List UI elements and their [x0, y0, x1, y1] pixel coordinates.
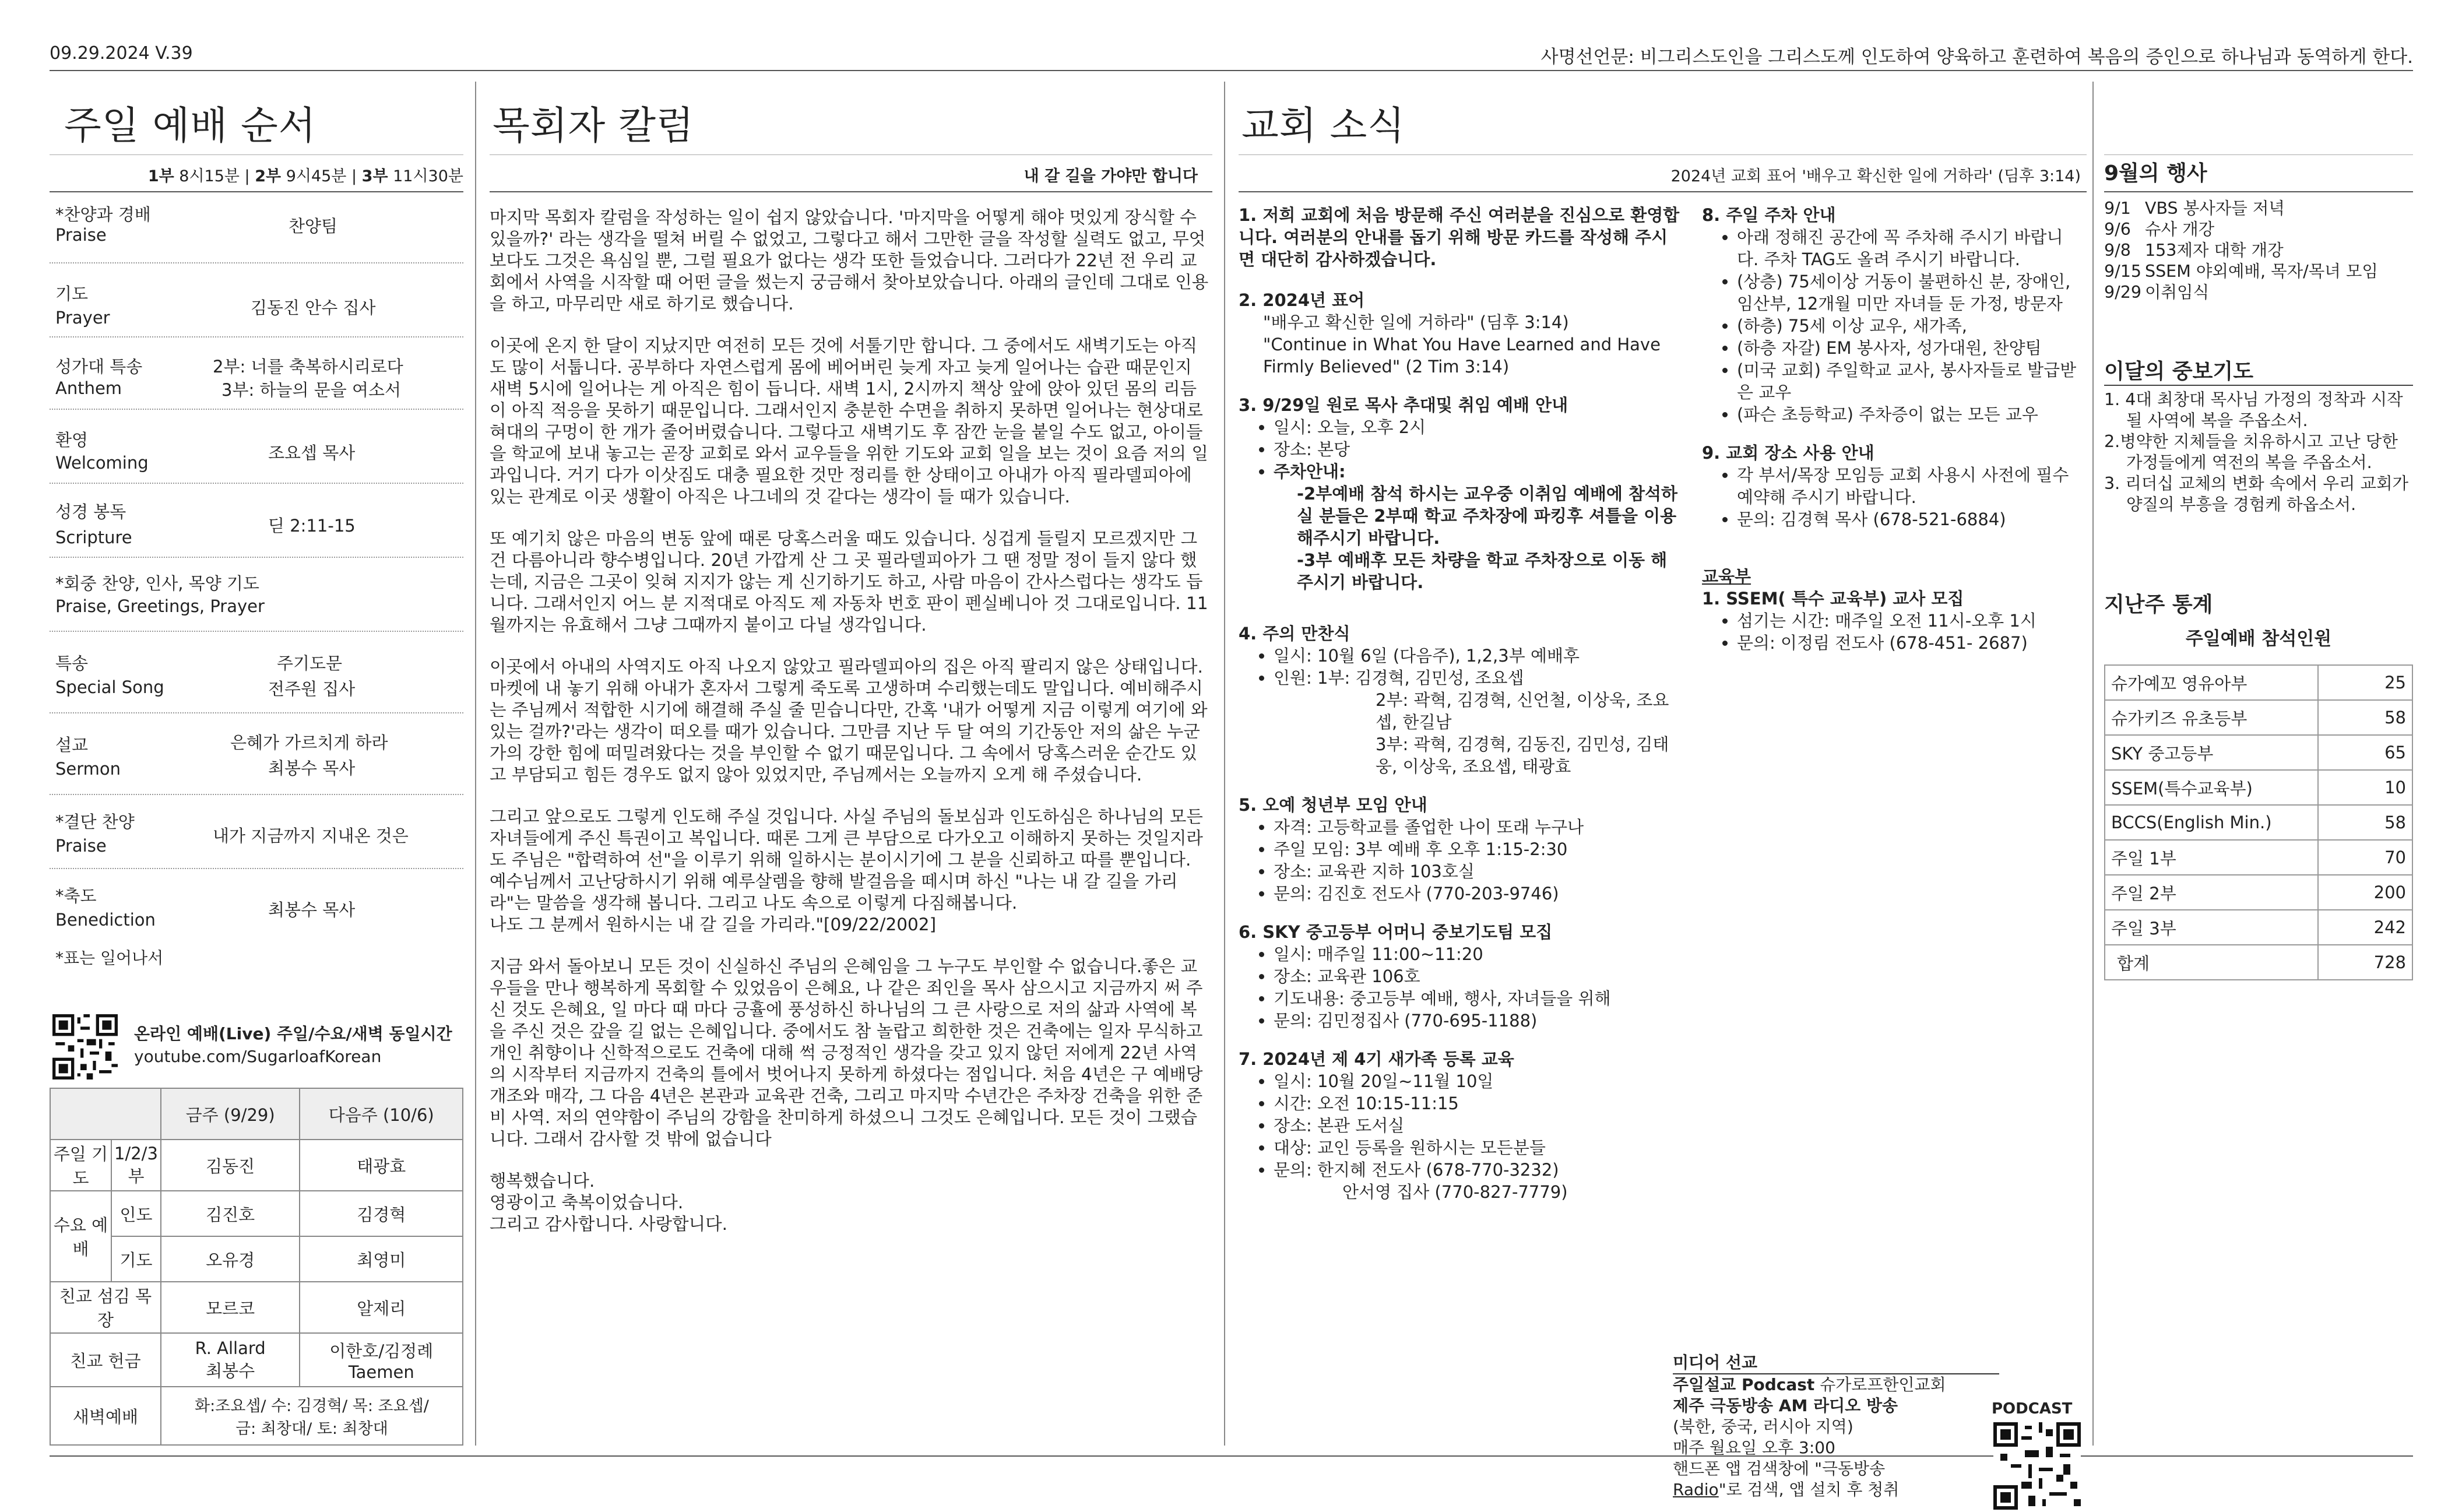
news-facility-heading: 9. 교회 장소 사용 안내: [1702, 443, 1874, 463]
news-parking-heading: 8. 주일 주차 안내: [1702, 205, 1836, 225]
version-label: 09.29.2024 V.39: [50, 43, 193, 64]
qr-code-online: [52, 1014, 118, 1080]
order-item-anthem: 성가대 특송 Anthem 2부: 너를 축복하시리로다 3부: 하늘의 문을 여소서: [50, 337, 463, 410]
duty-label: 친교 섬김 목장: [50, 1282, 161, 1333]
event-item: 9/6 슈사 개강: [2104, 220, 2215, 239]
table-row: SSEM(특수교육부) 10: [2105, 770, 2412, 805]
table-row: 합계 728: [2105, 945, 2412, 980]
duty-cell: 이한호/김정례 Taemen: [300, 1333, 463, 1387]
duty-cell: 오유경: [161, 1236, 300, 1282]
table-row: 주일 2부 200: [2105, 875, 2412, 910]
pastor-column-subtitle: 내 갈 길을 가야만 합니다: [1023, 167, 1198, 185]
mission-statement: 사명선언문: 비그리스도인을 그리스도께 인도하여 양육하고 훈련하여 복음의 증인으로 하나님과 동역하게 한다.: [1540, 47, 2413, 68]
duty-cell: 최영미: [300, 1236, 463, 1282]
news-motto-heading: 2. 2024년 표어: [1239, 290, 1365, 310]
duty-cell: 모르코: [161, 1282, 300, 1333]
top-bar: [50, 36, 2413, 71]
duty-table: [50, 1088, 463, 1446]
table-row: SKY 중고등부 65: [2105, 735, 2412, 770]
attendance-table: [2104, 664, 2413, 980]
duty-cell: 김동진: [161, 1140, 300, 1191]
online-worship-title: 온라인 예배(Live) 주일/수요/새벽 동일시간: [134, 1024, 452, 1043]
news-communion-heading: 4. 주의 만찬식: [1239, 624, 1350, 644]
paragraph: 지금 와서 돌아보니 모든 것이 신실하신 주님의 은혜임을 그 누구도 부인할 수 없습니다.좋은 교우들을 만나 행복하게 목회할 수 있었음이 은혜요, 나 같은 죄인을 목사 삼으시고 지금까지 써 주신 것도 은혜요, 일 마다 때 마다 긍휼에 풍성하신 하나님의 그 큰 사랑으로 저의 삶과 사역에 복을 주신 것은 갚을 길 없는 은혜입니다. 중에서도 참 놀랍고 희한한 것은 건축에는 일자 무식하고 개인 취향이나 신학적으로도 건축에 대해 썩 긍정적인 생각을 갖고 있지 않던 저에게 22년 사역의 시작부터 지금까지 건축의 틀에서 벗어나지 못하게 하셨다는 점입니다. 처음 4년은 구 예배당 개조와 매각, 그 다음 4년은 본관과 교육관 건축, 그리고 마지막 수년간은 주차장 건축을 위한 준비 사역. 저의 연약함이 주님의 강함을 찬미하게 하셨으니 그것도 은혜입니다. 모든 것이 그랬습니다. 그래서 감사할 것 밖에 없습니다: [490, 957, 1203, 1149]
pastor-column-body: [490, 207, 1212, 1256]
this-week-header: 금주 (9/29): [161, 1088, 300, 1140]
prayer-item: 3. 리더십 교체의 변화 속에서 우리 교회가 양질의 부흥을 경험케 하옵소서.: [2104, 474, 2409, 514]
duty-label: 수요 예배: [50, 1191, 111, 1282]
duty-sublabel: 인도: [111, 1191, 161, 1236]
media-mission: 미디어 선교 주일설교 Podcast 슈가로프한인교회 제주 극동방송 AM 라디오 방송 (북한, 중국, 러시아 지역) 매주 월요일 오후 3:00 핸드폰 앱 검색창에 "극동방송 Radio"로 검색, 앱 설치 후 청취: [1673, 1352, 2081, 1500]
paragraph: 그리고 앞으로도 그렇게 인도해 주실 것입니다. 사실 주님의 돌보심과 인도하심은 하나님의 모든 자녀들에게 주신 특권이고 복입니다. 때론 그게 큰 부담으로 다가오고 이해하지 못하는 것일지라도 주님은 "합력하여 선"을 이루기 위해 일하시는 분이시기에 그 분을 신뢰하고 따를 뿐입니다. 예수님께서 고난당하시기 위해 예루살렘을 향해 발걸음을 떼시며 하신 "나는 내 갈 길을 가리라"는 말씀을 생각해 봅니다. 그리고 나도 속으로 이렇게 다짐해봅니다. 나도 그 분께서 원하시는 내 갈 길을 가리라."[09/22/2002]: [490, 807, 1203, 934]
news-sky-heading: 6. SKY 중고등부 어머니 중보기도팀 모집: [1239, 922, 1553, 942]
stats-subtitle: 주일예배 참석인원: [2185, 628, 2332, 649]
paragraph: 행복했습니다. 영광이고 축복이었습니다. 그리고 감사합니다. 사랑합니다.: [490, 1171, 727, 1234]
next-week-header: 다음주 (10/6): [300, 1088, 463, 1140]
duty-cell: R. Allard 최봉수: [161, 1333, 300, 1387]
prayer-item: 2.병약한 지체들을 치유하시고 고난 당한 가정들에게 역전의 복을 주옵소서.: [2104, 432, 2398, 472]
prayer-item: 1. 4대 최창대 목사님 가정의 정착과 시작될 사역에 복을 주옵소서.: [2104, 390, 2403, 430]
event-item: 9/1 VBS 봉사자들 저녁: [2104, 199, 2285, 218]
duty-cell: 김진호: [161, 1191, 300, 1236]
table-row: 슈가예꼬 영유아부 25: [2105, 665, 2412, 700]
news-ceremony-heading: 3. 9/29일 원로 목사 추대및 취임 예배 안내: [1239, 395, 1568, 415]
education-dept-heading: 교육부: [1702, 567, 1751, 586]
duty-cell: 태광효: [300, 1140, 463, 1191]
event-item: 9/8 153제자 대학 개강: [2104, 241, 2284, 260]
divider-2: [1224, 82, 1225, 1446]
podcast-label: PODCAST: [1992, 1400, 2073, 1418]
duty-cell: 김경혁: [300, 1191, 463, 1236]
duty-label: 친교 헌금: [50, 1333, 161, 1387]
order-item-special-song: 특송 Special Song 주기도문 전주원 집사: [50, 632, 463, 713]
worship-order-title: 주일 예배 순서: [64, 103, 316, 148]
church-news-title: 교회 소식: [1241, 103, 1406, 148]
paragraph: 이곳에 온지 한 달이 지났지만 여전히 모든 것에 서툴기만 합니다. 그 중에서도 새벽기도는 아직도 많이 서툽니다. 공부하다 자연스럽게 몸에 베어버린 늦게 자고 늦게 일어나는 습관 때문인지 새벽 5시에 일어나는 게 아직은 힘이 듭니다. 새벽 1시, 2시까지 책상 앞에 앉아 있던 몸의 리듬이 아직 적응을 못하기 때문입니다. 그래서인지 충분한 수면을 취하지 못하면 일어나는 현상대로 혀대의 구멍이 한 개가 줄어버렸습니다. 그렇다고 새벽기도 후 잠깐 눈을 붙일 수도 없고, 아이들을 학교에 보내 놓고는 곧장 교회로 와서 교우들을 위한 기도와 교회 일을 보는 것이 요즘 저의 일과입니다. 거기 다가 이삿짐도 대충 필요한 것만 정리를 한 상태이고 아내가 아직 필라델피아에 있는 관계로 이곳 생활이 아직은 나그네의 것 같다는 생각이 들 때가 있습니다.: [490, 336, 1208, 507]
table-row: 주일 1부 70: [2105, 840, 2412, 875]
table-row: 슈가키즈 유초등부 58: [2105, 700, 2412, 735]
church-motto: 2024년 교회 표어 '배우고 확신한 일에 거하라' (딤후 3:14): [1670, 167, 2081, 185]
order-item-prayer: 기도 Prayer 김동진 안수 집사: [50, 263, 463, 337]
prayer-title: 이달의 중보기도: [2104, 361, 2413, 386]
news-new-family-heading: 7. 2024년 제 4기 새가족 등록 교육: [1239, 1049, 1514, 1069]
duty-label: 새벽예배: [50, 1387, 161, 1445]
duty-sublabel: 1/2/3부: [111, 1140, 161, 1191]
news-right: 8. 주일 주차 안내 • 아래 정해진 공간에 꼭 주차해 주시기 바랍니다. 주차 TAG도 올려 주시기 바랍니다. • (상층) 75세이상 거동이 불편하신 분, 장애인, 임산부, 12개월 미만 자녀들 둔 가정, 방문자 • (하층) 75세 이상 교우, 새가족, • (하층 자갈) EM 봉사자, 성가대원, 찬양팀 • (미국 교회) 주일학교 교사, 봉사자들로 발급받은 교우 • (파슨 초등학교) 주차증이 없는 모든 교우 9. 교회 장소 사용 안내 • 각 부서/목장 모임등 교회 사용시 사전에 필수 예약해 주시기 바랍니다. • 문의: 김경혁 목사 (678-521-6884) 교육부 1. SSEM( 특수 교육부) 교사 모집 • 섬기는 시간: 매주일 오전 11시-오후 1시 • 문의: 이정림 전도사 (678-451- 2687): [1702, 204, 2081, 654]
events-list: [2104, 198, 2413, 303]
news-young-adult-heading: 5. 오예 청년부 모임 안내: [1239, 795, 1427, 815]
order-item-welcoming: 환영 Welcoming 조요셉 목사: [50, 410, 463, 484]
divider-3: [2092, 82, 2094, 1446]
paragraph: 또 예기치 않은 마음의 변동 앞에 때론 당혹스러울 때도 있습니다. 싱겁게 들릴지 모르겠지만 그건 다름아니라 향수병입니다. 20년 가깝게 산 그 곳 필라델피아가 그 땐 정말 정이 들지 않다 했는데, 지금은 그곳이 잊혀 지지가 않는 게 신기하기도 하고, 사람 마음이 간사스럽다는 생각도 듭니다. 그래서인지 어느 분 지적대로 아직도 제 자동차 번호 판이 펜실베니아 것 그대로입니다. 11월까지는 유효해서 그냥 그때까지 붙이고 다닐 생각입니다.: [490, 529, 1208, 635]
pastor-column-title: 목회자 칼럼: [493, 103, 694, 148]
order-item-sermon: 설교 Sermon 은혜가 가르치게 하라 최봉수 목사: [50, 713, 463, 795]
paragraph: 이곳에서 아내의 사역지도 아직 나오지 않았고 필라델피아의 집은 아직 팔리지 않은 상태입니다. 마켓에 내 놓기 위해 아내가 혼자서 그렇게 죽도록 고생하며 수리했는데도 말입니다. 예비해주시는 주님께서 적합한 시기에 해결해 주실 줄 믿습니다만, 간혹 '내가 어떻게 지금 이렇게 여기에 와 있는 걸까?'라는 생각이 떠오를 때가 있습니다. 그만큼 지난 두 달 여의 기간동안 저의 삶은 누군가의 강한 힘에 떠밀려왔다는 것을 부인할 수 없기 때문입니다. 그 속에서 당혹스러운 순간도 있고 부담되고 힘든 경우도 없지 않아 있었지만, 주님께서는 오늘까지 오게 해 주셨습니다.: [490, 657, 1208, 785]
prayer-section: [2104, 361, 2413, 515]
order-item-benediction: *축도 Benediction 최봉수 목사: [55, 886, 356, 930]
order-item-scripture: 성경 봉독 Scripture 딛 2:11-15: [50, 484, 463, 558]
duty-label: 주일 기도: [50, 1140, 111, 1191]
stats-title: 지난주 통계: [2104, 593, 2213, 617]
stats-section: [2104, 595, 2413, 649]
paragraph: 마지막 목회자 칼럼을 작성하는 일이 쉽지 않았습니다. '마지막을 어떻게 해야 멋있게 장식할 수 있을까?' 라는 생각을 떨쳐 버릴 수 없었고, 그렇다고 해서 그만한 글을 작성할 실력도 없고, 무엇보다도 그것은 욕심일 뿐, 그럴 필요가 없다는 생각 또한 들었습니다. 그러다가 22년 전 우리 교회에서 사역을 시작할 때 어떤 글을 썼는지 궁금해서 찾아보았습니다. 아래의 글인데 그대로 인용을 하고, 마무리만 새로 하기로 했습니다.: [490, 208, 1209, 314]
event-item: 9/29 이취임식: [2104, 283, 2210, 302]
service-times: 1부 8시15분 | 2부 9시45분 | 3부 11시30분: [147, 167, 463, 185]
events-title: 9월의 행사: [2104, 161, 2207, 185]
order-item-decision-praise: *결단 찬양 Praise 내가 지금까지 지내온 것은: [50, 795, 463, 869]
news-left: 1. 저희 교회에 처음 방문해 주신 여러분을 진심으로 환영합니다. 여러분의 안내를 돕기 위해 방문 카드를 작성해 주시면 대단히 감사하겠습니다. 2. 2024년 표어 "배우고 확신한 일에 거하라" (딤후 3:14) "Continue in What You Have Learned and Have Firmly Believed" (2 Tim 3:14) 3. 9/29일 원로 목사 추대및 취임 예배 안내 • 일시: 오늘, 오후 2시 • 장소: 본당 • 주차안내: -2부예배 참석 하시는 교우중 이취임 예배에 참석하실 분들은 2부때 학교 주차장에 파킹후 셔틀을 이용 해주시기 바랍니다. -3부 예배후 모든 차량을 학교 주차장으로 이동 해주시기 바랍니다. 4. 주의 만찬식 • 일시: 10월 6일 (다음주), 1,2,3부 예배후 • 인원: 1부: 김경혁, 김민성, 조요셉 2부: 곽혁, 김경혁, 신언철, 이상욱, 조요셉, 한길남 3부: 곽혁, 김경혁, 김동진, 김민성, 김태웅, 이상욱, 조요셉, 태광효 5. 오예 청년부 모임 안내 • 자격: 고등학교를 졸업한 나이 또래 누구나 • 주일 모임: 3부 예배 후 오후 1:15-2:30 • 장소: 교육관 지하 103호실 • 문의: 김진호 전도사 (770-203-9746) 6. SKY 중고등부 어머니 중보기도팀 모집 • 일시: 매주일 11:00~11:20 • 장소: 교육관 106호 • 기도내용: 중고등부 예배, 행사, 자녀들을 위해 • 문의: 김민정집사 (770-695-1188) 7. 2024년 제 4기 새가족 등록 교육 • 일시: 10월 20일~11월 10일 • 시간: 오전 10:15-11:15 • 장소: 본관 도서실 • 대상: 교인 등록을 원하시는 모든분들 • 문의: 한지혜 전도사 (678-770-3232) 안서영 집사 (770-827-7779): [1239, 204, 1682, 1203]
divider-1: [475, 82, 476, 1446]
duty-sublabel: 기도: [111, 1236, 161, 1282]
order-item-praise: *찬양과 경배 Praise 찬양팀: [50, 197, 463, 263]
duty-cell: 알제리: [300, 1282, 463, 1333]
duty-cell: 화:조요셉/ 수: 김경혁/ 목: 조요셉/ 금: 최창대/ 토: 최창대: [161, 1387, 463, 1445]
news-welcome: 1. 저희 교회에 처음 방문해 주신 여러분을 진심으로 환영합니다. 여러분의 안내를 돕기 위해 방문 카드를 작성해 주시면 대단히 감사하겠습니다.: [1239, 205, 1680, 269]
table-row: BCCS(English Min.) 58: [2105, 805, 2412, 840]
events-section: [2104, 160, 2413, 190]
online-worship-link[interactable]: youtube.com/SugarloafKorean: [134, 1047, 382, 1066]
event-item: 9/15 SSEM 야외예배, 목자/목녀 모임: [2104, 262, 2378, 281]
order-item-congregation: *회중 찬양, 인사, 목양 기도 Praise, Greetings, Prayer: [50, 558, 463, 632]
top-rule: [50, 70, 2413, 71]
table-row: 주일 3부 242: [2105, 910, 2412, 945]
qr-code-podcast[interactable]: [1993, 1422, 2081, 1510]
standing-note: *표는 일어나서: [55, 948, 164, 968]
